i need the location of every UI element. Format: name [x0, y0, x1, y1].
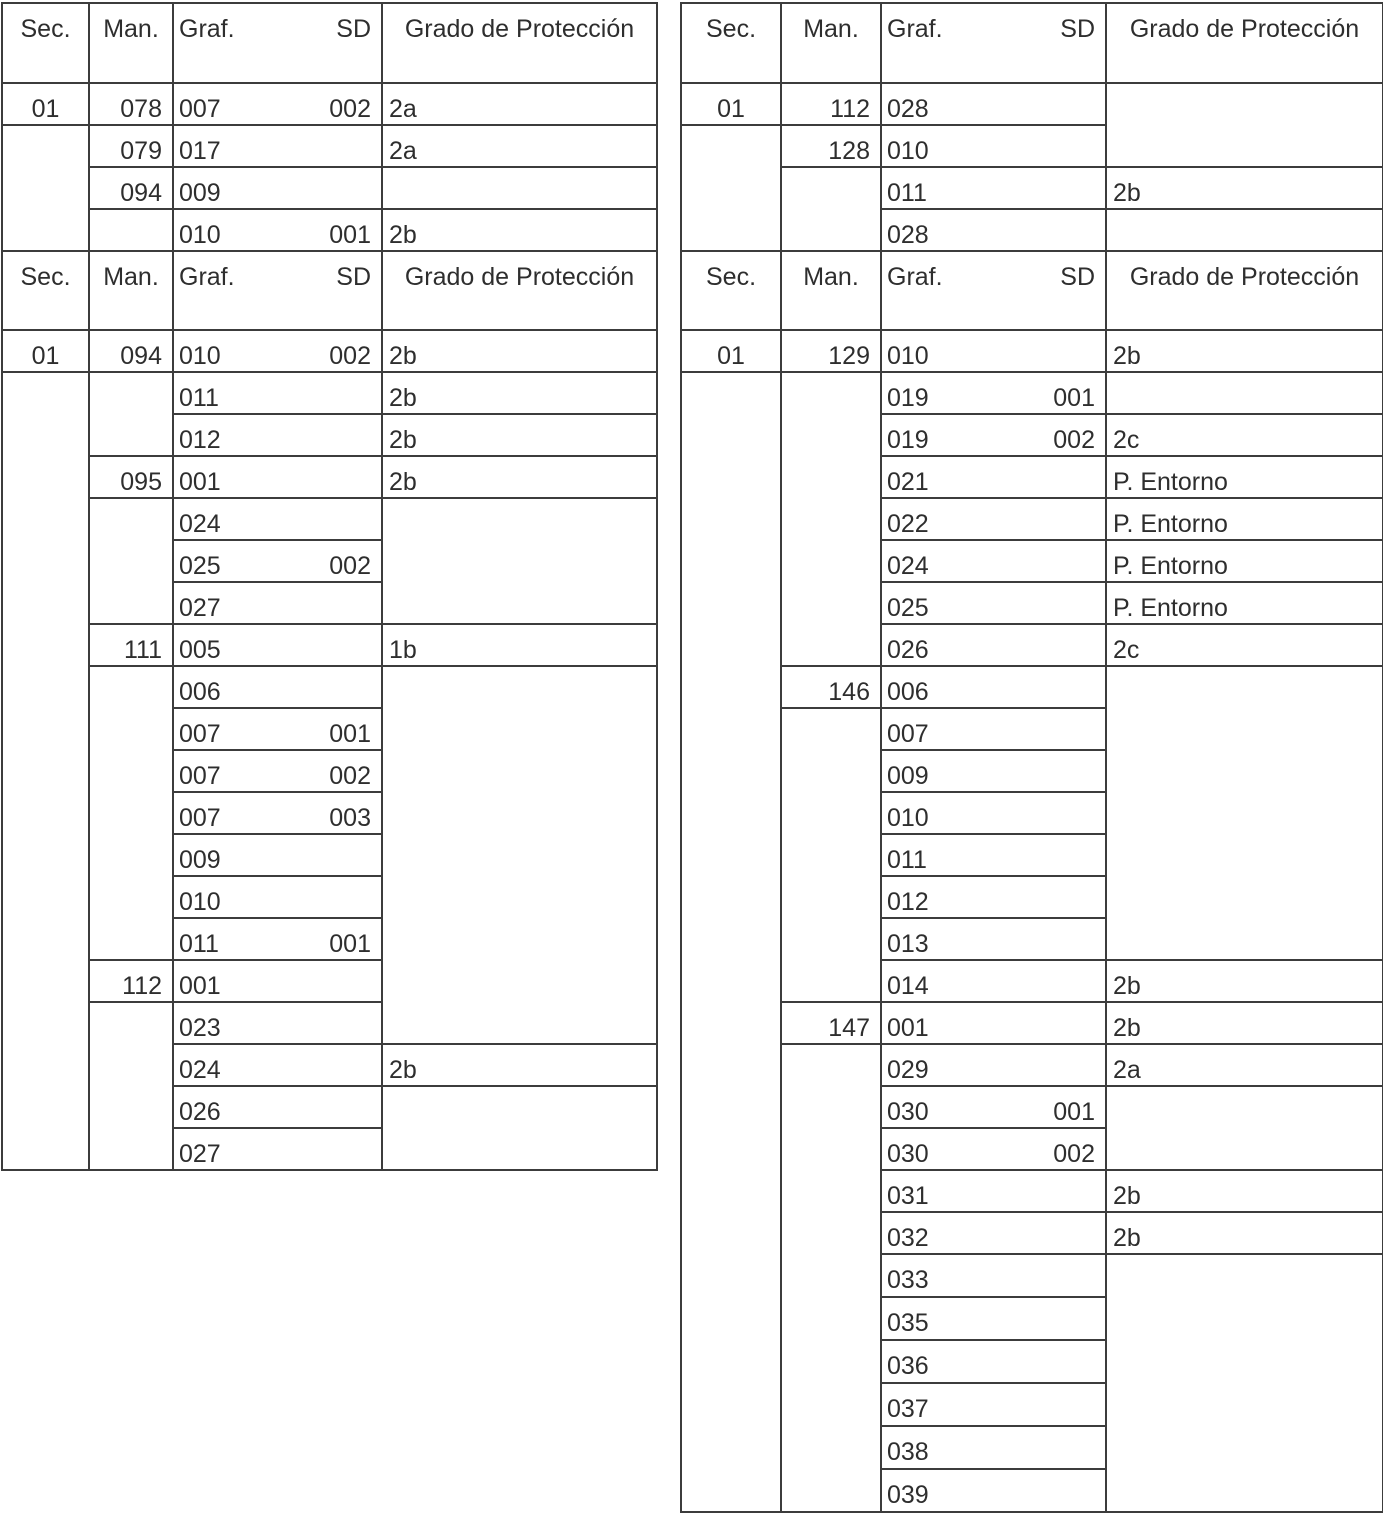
left-protection-table [1, 2, 658, 1171]
header-grado: Grado de Protección [382, 251, 657, 330]
graf-cell: 022 [881, 498, 1106, 540]
man-cell: 147 [781, 1002, 881, 1044]
table-row [681, 167, 1383, 209]
header-grado: Grado de Protección [1106, 251, 1383, 330]
graf-cell: 009 [881, 750, 1106, 792]
graf-cell: 024 [173, 498, 382, 540]
man-cell [89, 209, 173, 251]
grado-cell: 2b [1106, 1170, 1383, 1212]
man-cell: 094 [89, 167, 173, 209]
sec-cell: 01 [681, 83, 781, 125]
grado-cell: 2b [1106, 330, 1383, 372]
graf-cell: 025 002 [173, 540, 382, 582]
man-cell [89, 372, 173, 456]
man-cell: 146 [781, 666, 881, 708]
man-cell: 129 [781, 330, 881, 372]
graf-cell: 010 [173, 876, 382, 918]
graf-cell: 005 [173, 624, 382, 666]
graf-cell: 007 001 [173, 708, 382, 750]
table-row [681, 83, 1383, 125]
header-sec: Sec. [2, 3, 89, 83]
man-cell: 112 [781, 83, 881, 125]
header-graf [173, 3, 382, 83]
right-protection-table [680, 2, 1383, 1513]
man-cell: 111 [89, 624, 173, 666]
graf-cell: 026 [173, 1086, 382, 1128]
sd-value: 003 [329, 804, 371, 832]
graf-cell: 007 002 [173, 83, 382, 125]
grado-cell [382, 498, 657, 624]
grado-cell: 2c [1106, 414, 1383, 456]
sec-cell: 01 [2, 83, 89, 125]
grado-cell: 2b [382, 209, 657, 251]
sd-value: 001 [1053, 1098, 1095, 1126]
table-row [2, 167, 657, 209]
graf-cell: 028 [881, 83, 1106, 125]
graf-cell: 030 002 [881, 1128, 1106, 1170]
graf-cell: 024 [881, 540, 1106, 582]
grado-cell: 2a [382, 125, 657, 167]
graf-cell: 011 [881, 167, 1106, 209]
grado-cell [1106, 666, 1383, 960]
table-row [681, 330, 1383, 372]
table-row [2, 330, 657, 372]
header-graf [173, 251, 382, 330]
man-cell [781, 1044, 881, 1512]
grado-cell: 2a [1106, 1044, 1383, 1086]
grado-cell [382, 167, 657, 209]
graf-cell: 011 [173, 372, 382, 414]
graf-cell: 019 002 [881, 414, 1106, 456]
grado-cell [382, 666, 657, 1044]
graf-cell: 010 [881, 125, 1106, 167]
grado-cell: 2b [382, 330, 657, 372]
graf-cell: 035 [881, 1297, 1106, 1340]
grado-cell: 2c [1106, 624, 1383, 666]
grado-cell: 2b [382, 414, 657, 456]
graf-cell: 017 [173, 125, 382, 167]
grado-cell: 2b [382, 456, 657, 498]
table-row [2, 372, 657, 414]
grado-cell: P. Entorno [1106, 498, 1383, 540]
header-sec: Sec. [681, 3, 781, 83]
grado-cell: 2a [382, 83, 657, 125]
graf-cell: 025 [881, 582, 1106, 624]
grado-cell [1106, 372, 1383, 414]
graf-cell: 011 [881, 834, 1106, 876]
sec-cell [2, 372, 89, 1170]
grado-cell: 2b [1106, 1212, 1383, 1254]
graf-cell: 026 [881, 624, 1106, 666]
graf-cell: 007 003 [173, 792, 382, 834]
sec-cell [681, 125, 781, 251]
header-grado: Grado de Protección [1106, 3, 1383, 83]
grado-cell [1106, 209, 1383, 251]
header-man: Man. [89, 251, 173, 330]
graf-cell: 007 002 [173, 750, 382, 792]
graf-cell: 032 [881, 1212, 1106, 1254]
table-row [681, 372, 1383, 414]
grado-cell [1106, 1086, 1383, 1170]
table-row [2, 125, 657, 167]
graf-cell: 010 [881, 330, 1106, 372]
man-cell [781, 167, 881, 251]
header-sd: SD [1060, 15, 1095, 43]
graf-cell: 007 [881, 708, 1106, 750]
table-row [2, 209, 657, 251]
sd-value: 002 [329, 762, 371, 790]
graf-cell: 010 [881, 792, 1106, 834]
table-header-row [2, 251, 657, 330]
graf-cell: 031 [881, 1170, 1106, 1212]
table-header-row [681, 3, 1383, 83]
graf-cell: 037 [881, 1383, 1106, 1426]
sd-value: 001 [329, 221, 371, 249]
sec-cell [2, 125, 89, 251]
header-sd: SD [336, 263, 371, 291]
sd-value: 002 [1053, 426, 1095, 454]
header-sec: Sec. [2, 251, 89, 330]
graf-cell: 038 [881, 1426, 1106, 1469]
grado-cell: 2b [1106, 960, 1383, 1002]
graf-cell: 019 001 [881, 372, 1106, 414]
sd-value: 002 [329, 95, 371, 123]
sd-value: 002 [329, 552, 371, 580]
header-graf-label: Graf. [179, 15, 235, 43]
header-graf [881, 251, 1106, 330]
graf-cell: 010 002 [173, 330, 382, 372]
graf-cell: 039 [881, 1469, 1106, 1512]
graf-cell: 030 001 [881, 1086, 1106, 1128]
header-graf-label: Graf. [179, 263, 235, 291]
sd-value: 001 [1053, 384, 1095, 412]
header-man: Man. [781, 251, 881, 330]
graf-cell: 029 [881, 1044, 1106, 1086]
graf-cell: 023 [173, 1002, 382, 1044]
man-cell [89, 1002, 173, 1170]
man-cell [781, 708, 881, 1002]
header-graf-label: Graf. [887, 263, 943, 291]
header-grado: Grado de Protección [382, 3, 657, 83]
graf-cell: 024 [173, 1044, 382, 1086]
grado-cell [382, 1086, 657, 1170]
sd-value: 001 [329, 720, 371, 748]
graf-cell: 009 [173, 167, 382, 209]
table-header-row [681, 251, 1383, 330]
sec-cell: 01 [2, 330, 89, 372]
header-sd: SD [1060, 263, 1095, 291]
header-man: Man. [89, 3, 173, 83]
graf-cell: 009 [173, 834, 382, 876]
table-row [681, 1002, 1383, 1044]
table-row [681, 666, 1383, 708]
header-graf [881, 3, 1106, 83]
graf-cell: 001 [173, 960, 382, 1002]
table-row [2, 666, 657, 708]
grado-cell: 2b [382, 372, 657, 414]
man-cell: 094 [89, 330, 173, 372]
table-header-row [2, 3, 657, 83]
graf-cell: 027 [173, 1128, 382, 1170]
graf-cell: 011 001 [173, 918, 382, 960]
graf-cell: 012 [881, 876, 1106, 918]
header-sd: SD [336, 15, 371, 43]
graf-cell: 001 [173, 456, 382, 498]
man-cell: 112 [89, 960, 173, 1002]
graf-cell: 001 [881, 1002, 1106, 1044]
sec-cell [681, 372, 781, 1512]
grado-cell: 2b [1106, 1002, 1383, 1044]
grado-cell: 2b [382, 1044, 657, 1086]
grado-cell: P. Entorno [1106, 456, 1383, 498]
graf-cell: 006 [173, 666, 382, 708]
graf-cell: 013 [881, 918, 1106, 960]
header-man: Man. [781, 3, 881, 83]
graf-cell: 036 [881, 1340, 1106, 1383]
man-cell [781, 372, 881, 666]
graf-cell: 014 [881, 960, 1106, 1002]
man-cell: 079 [89, 125, 173, 167]
table-row [2, 624, 657, 666]
sd-value: 001 [329, 930, 371, 958]
graf-cell: 028 [881, 209, 1106, 251]
man-cell [89, 666, 173, 960]
graf-cell: 012 [173, 414, 382, 456]
graf-cell: 021 [881, 456, 1106, 498]
grado-cell [1106, 1254, 1383, 1512]
man-cell: 078 [89, 83, 173, 125]
man-cell [89, 498, 173, 624]
sd-value: 002 [1053, 1140, 1095, 1168]
graf-cell: 033 [881, 1254, 1106, 1297]
table-row [2, 456, 657, 498]
grado-cell: P. Entorno [1106, 582, 1383, 624]
sd-value: 002 [329, 342, 371, 370]
grado-cell: P. Entorno [1106, 540, 1383, 582]
graf-cell: 027 [173, 582, 382, 624]
header-sec: Sec. [681, 251, 781, 330]
table-row [681, 1044, 1383, 1086]
sec-cell: 01 [681, 330, 781, 372]
table-row [2, 83, 657, 125]
man-cell: 095 [89, 456, 173, 498]
table-row [2, 498, 657, 540]
grado-cell: 2b [1106, 167, 1383, 209]
grado-cell: 1b [382, 624, 657, 666]
graf-cell: 006 [881, 666, 1106, 708]
man-cell: 128 [781, 125, 881, 167]
graf-cell: 010 001 [173, 209, 382, 251]
grado-cell [1106, 83, 1383, 167]
header-graf-label: Graf. [887, 15, 943, 43]
